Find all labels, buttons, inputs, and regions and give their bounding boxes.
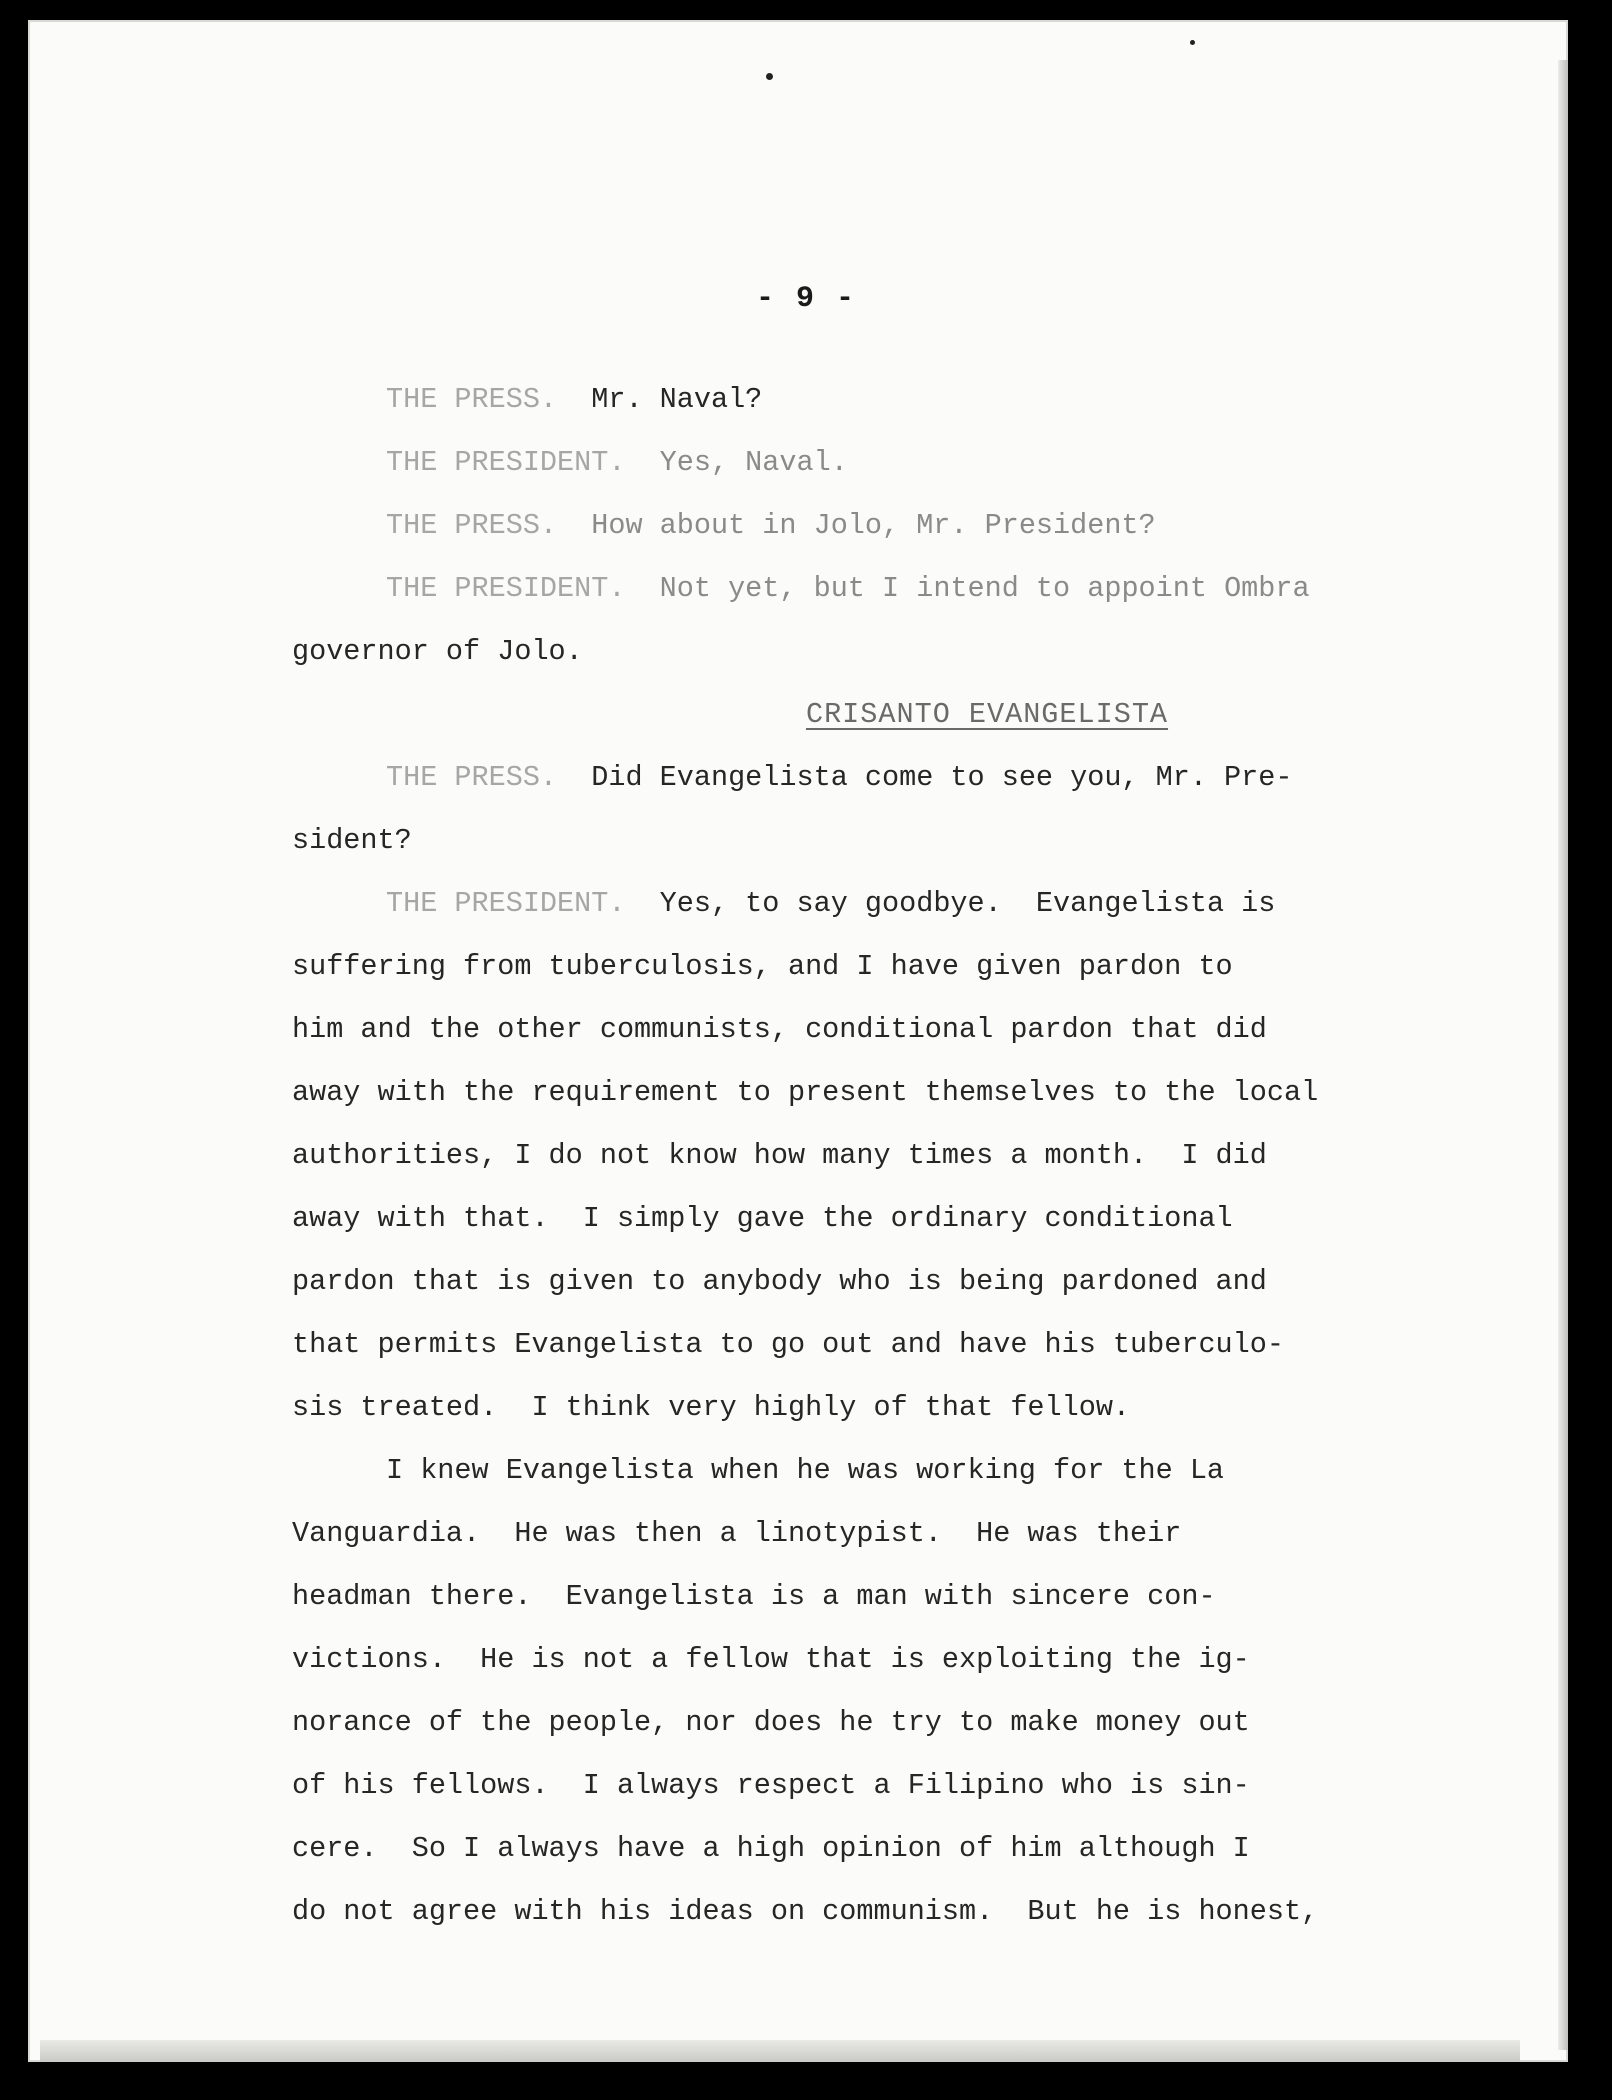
continuation-line: governor of Jolo.	[292, 635, 583, 668]
paragraph-line: away with that. I simply gave the ordinary conditional	[292, 1202, 1233, 1235]
paragraph-line: suffering from tuberculosis, and I have given pardon to	[292, 950, 1233, 983]
speaker-label: THE PRESIDENT.	[386, 446, 626, 479]
paragraph-line: of his fellows. I always respect a Filipino who is sin-	[292, 1769, 1250, 1802]
paragraph-line: pardon that is given to anybody who is being pardoned and	[292, 1265, 1267, 1298]
dialogue-line	[292, 494, 1452, 557]
ink-speck	[766, 73, 773, 80]
paragraph-line: him and the other communists, conditional pardon that did	[292, 1013, 1267, 1046]
dialogue-line	[292, 431, 1452, 494]
page-number: - 9 -	[755, 282, 856, 316]
paragraph-line: victions. He is not a fellow that is exploiting the ig-	[292, 1643, 1250, 1676]
speaker-label: THE PRESIDENT.	[386, 572, 626, 605]
dialogue-text: Mr. Naval?	[591, 383, 763, 416]
paragraph-line: that permits Evangelista to go out and have his tuberculo-	[292, 1328, 1284, 1361]
paragraph-line: do not agree with his ideas on communism. But he is honest,	[292, 1895, 1319, 1928]
dialogue-text: Did Evangelista come to see you, Mr. Pre-	[591, 761, 1293, 794]
paragraph-line: norance of the people, nor does he try to make money out	[292, 1706, 1250, 1739]
ink-speck	[1190, 40, 1195, 45]
dialogue-line	[292, 557, 1452, 620]
paragraph-line: cere. So I always have a high opinion of him although I	[292, 1832, 1250, 1865]
section-heading: CRISANTO EVANGELISTA	[805, 698, 1169, 731]
speaker-label: THE PRESS.	[386, 383, 558, 416]
paragraph-first-line: I knew Evangelista when he was working for the La	[386, 1454, 1225, 1487]
paragraph-line: headman there. Evangelista is a man with sincere con-	[292, 1580, 1216, 1613]
dialogue-text: How about in Jolo, Mr. President?	[591, 509, 1156, 542]
dialogue-text: Yes, to say goodbye. Evangelista is	[659, 887, 1276, 920]
dialogue-text: Yes, Naval.	[659, 446, 848, 479]
dialogue-text: Not yet, but I intend to appoint Ombra	[659, 572, 1310, 605]
speaker-label: THE PRESS.	[386, 509, 558, 542]
paragraph-line: authorities, I do not know how many times a month. I did	[292, 1139, 1267, 1172]
speaker-label: THE PRESS.	[386, 761, 558, 794]
paragraph-line: away with the requirement to present themselves to the local	[292, 1076, 1319, 1109]
speaker-label: THE PRESIDENT.	[386, 887, 626, 920]
transcript-body	[292, 368, 1452, 1943]
dialogue-line	[292, 872, 1452, 935]
paragraph-line: sis treated. I think very highly of that fellow.	[292, 1391, 1131, 1424]
page-edge-shadow	[1558, 60, 1568, 2050]
dialogue-line	[292, 746, 1452, 809]
paragraph-line: Vanguardia. He was then a linotypist. He was their	[292, 1517, 1182, 1550]
dialogue-line	[292, 368, 1452, 431]
section-heading-line	[292, 683, 1452, 746]
continuation-line: sident?	[292, 824, 412, 857]
page-bottom-strip	[40, 2040, 1520, 2062]
